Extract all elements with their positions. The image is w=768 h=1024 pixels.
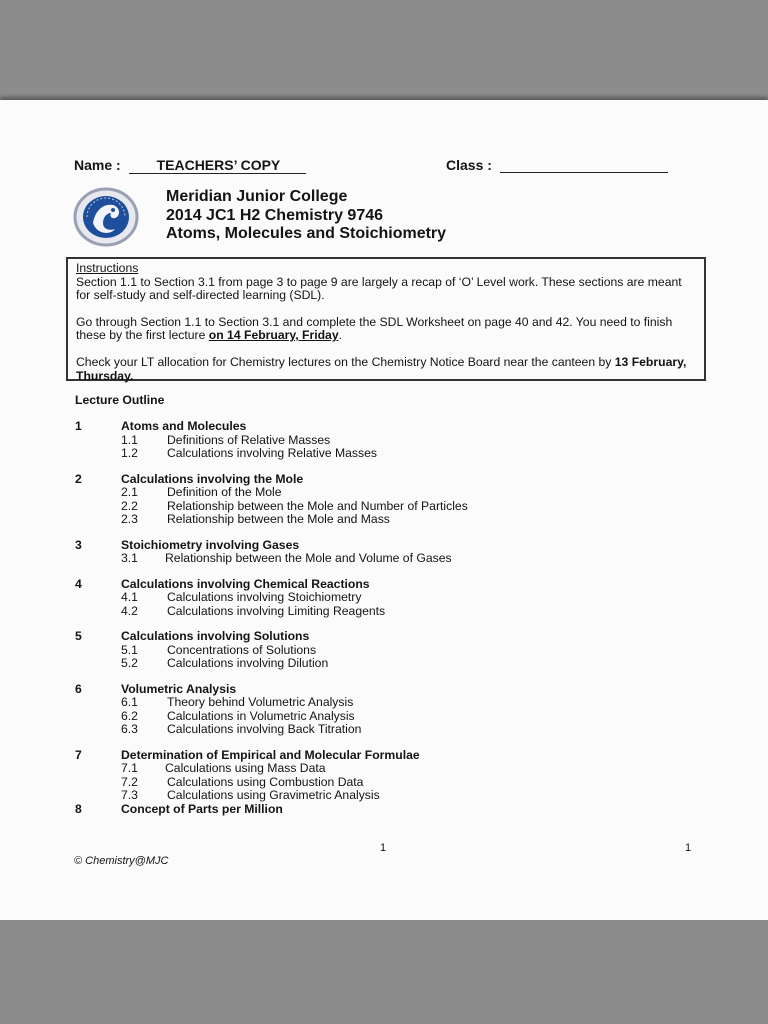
subsection-number: 6.2 <box>121 708 138 723</box>
section-number: 8 <box>75 801 82 816</box>
section-number: 7 <box>75 747 82 762</box>
footer-page-number: 1 <box>380 842 387 854</box>
class-label: Class : <box>446 157 492 173</box>
footer-page-number-right: 1 <box>685 842 692 854</box>
outline-subsection-row <box>75 447 715 461</box>
subsection-number: 4.2 <box>121 603 138 618</box>
instructions-title: Instructions <box>76 261 139 275</box>
outline-section-row <box>75 683 715 697</box>
subsection-number: 2.3 <box>121 512 138 526</box>
section-title: Concept of Parts per Million <box>121 801 283 816</box>
subsection-number: 6.3 <box>121 722 138 736</box>
outline-section-row <box>75 420 715 434</box>
name-label: Name : <box>74 157 121 173</box>
outline-section <box>75 473 715 527</box>
topic-title: Atoms, Molecules and Stoichiometry <box>166 225 447 242</box>
section-title: Volumetric Analysis <box>121 681 237 696</box>
subsection-title: Calculations involving Limiting Reagents <box>167 603 386 618</box>
class-blank-line <box>500 158 668 173</box>
outline-section <box>75 420 715 461</box>
name-value: TEACHERS’ COPY <box>129 157 307 174</box>
subsection-number: 1.2 <box>121 446 138 460</box>
subsection-title: Calculations using Mass Data <box>165 761 326 775</box>
outline-section <box>75 803 715 817</box>
subsection-title: Concentrations of Solutions <box>167 642 317 657</box>
lecture-outline-heading: Lecture Outline <box>75 393 165 407</box>
subsection-title: Calculations involving Relative Masses <box>167 446 377 460</box>
subsection-number: 2.2 <box>121 498 138 513</box>
outline-section-row <box>75 803 715 817</box>
section-number: 5 <box>75 629 82 643</box>
outline-subsection-row <box>75 500 715 514</box>
subsection-number: 7.1 <box>121 761 138 775</box>
instructions-paragraph-2: Go through Section 1.1 to Section 3.1 and complete the SDL Worksheet on page 40 and 42. You need to finish these by the first lecture on 14 February, Friday. <box>76 314 673 343</box>
instructions-paragraph-1: Section 1.1 to Section 3.1 from page 3 to page 9 are largely a recap of ‘O’ Level work. These sections are meant for self-study and self-directed learning (SDL). <box>76 274 682 303</box>
document-page <box>0 100 768 920</box>
outline-section-row <box>75 539 715 553</box>
subsection-title: Calculations using Combustion Data <box>167 774 364 789</box>
outline-section <box>75 749 715 803</box>
outline-section-row <box>75 749 715 763</box>
outline-subsection-row <box>75 789 715 803</box>
outline-section-row <box>75 630 715 644</box>
instructions-paragraph-3: Check your LT allocation for Chemistry lectures on the Chemistry Notice Board near the canteen by 13 February, Thursday. <box>76 354 687 383</box>
outline-section <box>75 683 715 737</box>
subsection-number: 6.1 <box>121 695 138 709</box>
outline-section <box>75 578 715 619</box>
outline-subsection-row <box>75 434 715 448</box>
subsection-title: Definitions of Relative Masses <box>167 432 331 447</box>
name-field-row <box>74 157 306 174</box>
viewer-top-band <box>0 0 768 100</box>
subsection-title: Calculations using Gravimetric Analysis <box>167 788 380 802</box>
outline-section <box>75 630 715 671</box>
section-number: 6 <box>75 681 82 696</box>
subsection-title: Relationship between the Mole and Volume of Gases <box>165 551 452 565</box>
outline-section-row <box>75 578 715 592</box>
college-name: Meridian Junior College <box>166 188 348 205</box>
document-title-block <box>166 188 446 244</box>
subsection-number: 7.2 <box>121 774 138 789</box>
section-number: 1 <box>75 419 82 433</box>
section-title: Determination of Empirical and Molecular Formulae <box>121 747 420 762</box>
outline-subsection-row <box>75 723 715 737</box>
outline-subsection-row <box>75 591 715 605</box>
outline-subsection-row <box>75 644 715 658</box>
subsection-title: Relationship between the Mole and Mass <box>167 512 390 526</box>
class-field-row <box>446 157 668 173</box>
section-number: 4 <box>75 576 82 591</box>
outline-section-row <box>75 473 715 487</box>
outline-subsection-row <box>75 696 715 710</box>
subsection-title: Relationship between the Mole and Number of Particles <box>167 498 468 513</box>
subsection-title: Calculations involving Dilution <box>167 656 329 670</box>
subsection-number: 5.2 <box>121 656 138 670</box>
subsection-number: 3.1 <box>121 551 138 565</box>
subsection-number: 4.1 <box>121 590 138 604</box>
outline-subsection-row <box>75 762 715 776</box>
subsection-title: Calculations involving Stoichiometry <box>167 590 362 604</box>
outline-section <box>75 539 715 566</box>
instructions-box <box>66 257 706 381</box>
outline-subsection-row <box>75 605 715 619</box>
section-title: Calculations involving Solutions <box>121 629 310 643</box>
section-title: Calculations involving the Mole <box>121 471 304 486</box>
section-title: Calculations involving Chemical Reactions <box>121 576 370 591</box>
course-title: 2014 JC1 H2 Chemistry 9746 <box>166 206 384 224</box>
subsection-title: Calculations in Volumetric Analysis <box>167 708 355 723</box>
subsection-title: Calculations involving Back Titration <box>167 722 362 736</box>
outline-subsection-row <box>75 486 715 500</box>
subsection-title: Theory behind Volumetric Analysis <box>167 695 354 709</box>
viewer-bottom-band <box>0 920 768 1024</box>
subsection-number: 5.1 <box>121 642 138 657</box>
outline-subsection-row <box>75 776 715 790</box>
subsection-number: 1.1 <box>121 432 138 447</box>
section-title: Stoichiometry involving Gases <box>121 537 300 552</box>
lecture-outline-list <box>75 420 715 828</box>
outline-subsection-row <box>75 657 715 671</box>
college-crest-icon <box>73 187 139 247</box>
section-number: 2 <box>75 471 82 486</box>
subsection-number: 2.1 <box>121 485 138 499</box>
subsection-title: Definition of the Mole <box>167 485 282 499</box>
subsection-number: 7.3 <box>121 788 138 802</box>
outline-subsection-row <box>75 552 715 566</box>
footer-copyright: © Chemistry@MJC <box>74 855 169 867</box>
section-number: 3 <box>75 537 82 552</box>
outline-subsection-row <box>75 513 715 527</box>
outline-subsection-row <box>75 710 715 724</box>
section-title: Atoms and Molecules <box>121 419 247 433</box>
